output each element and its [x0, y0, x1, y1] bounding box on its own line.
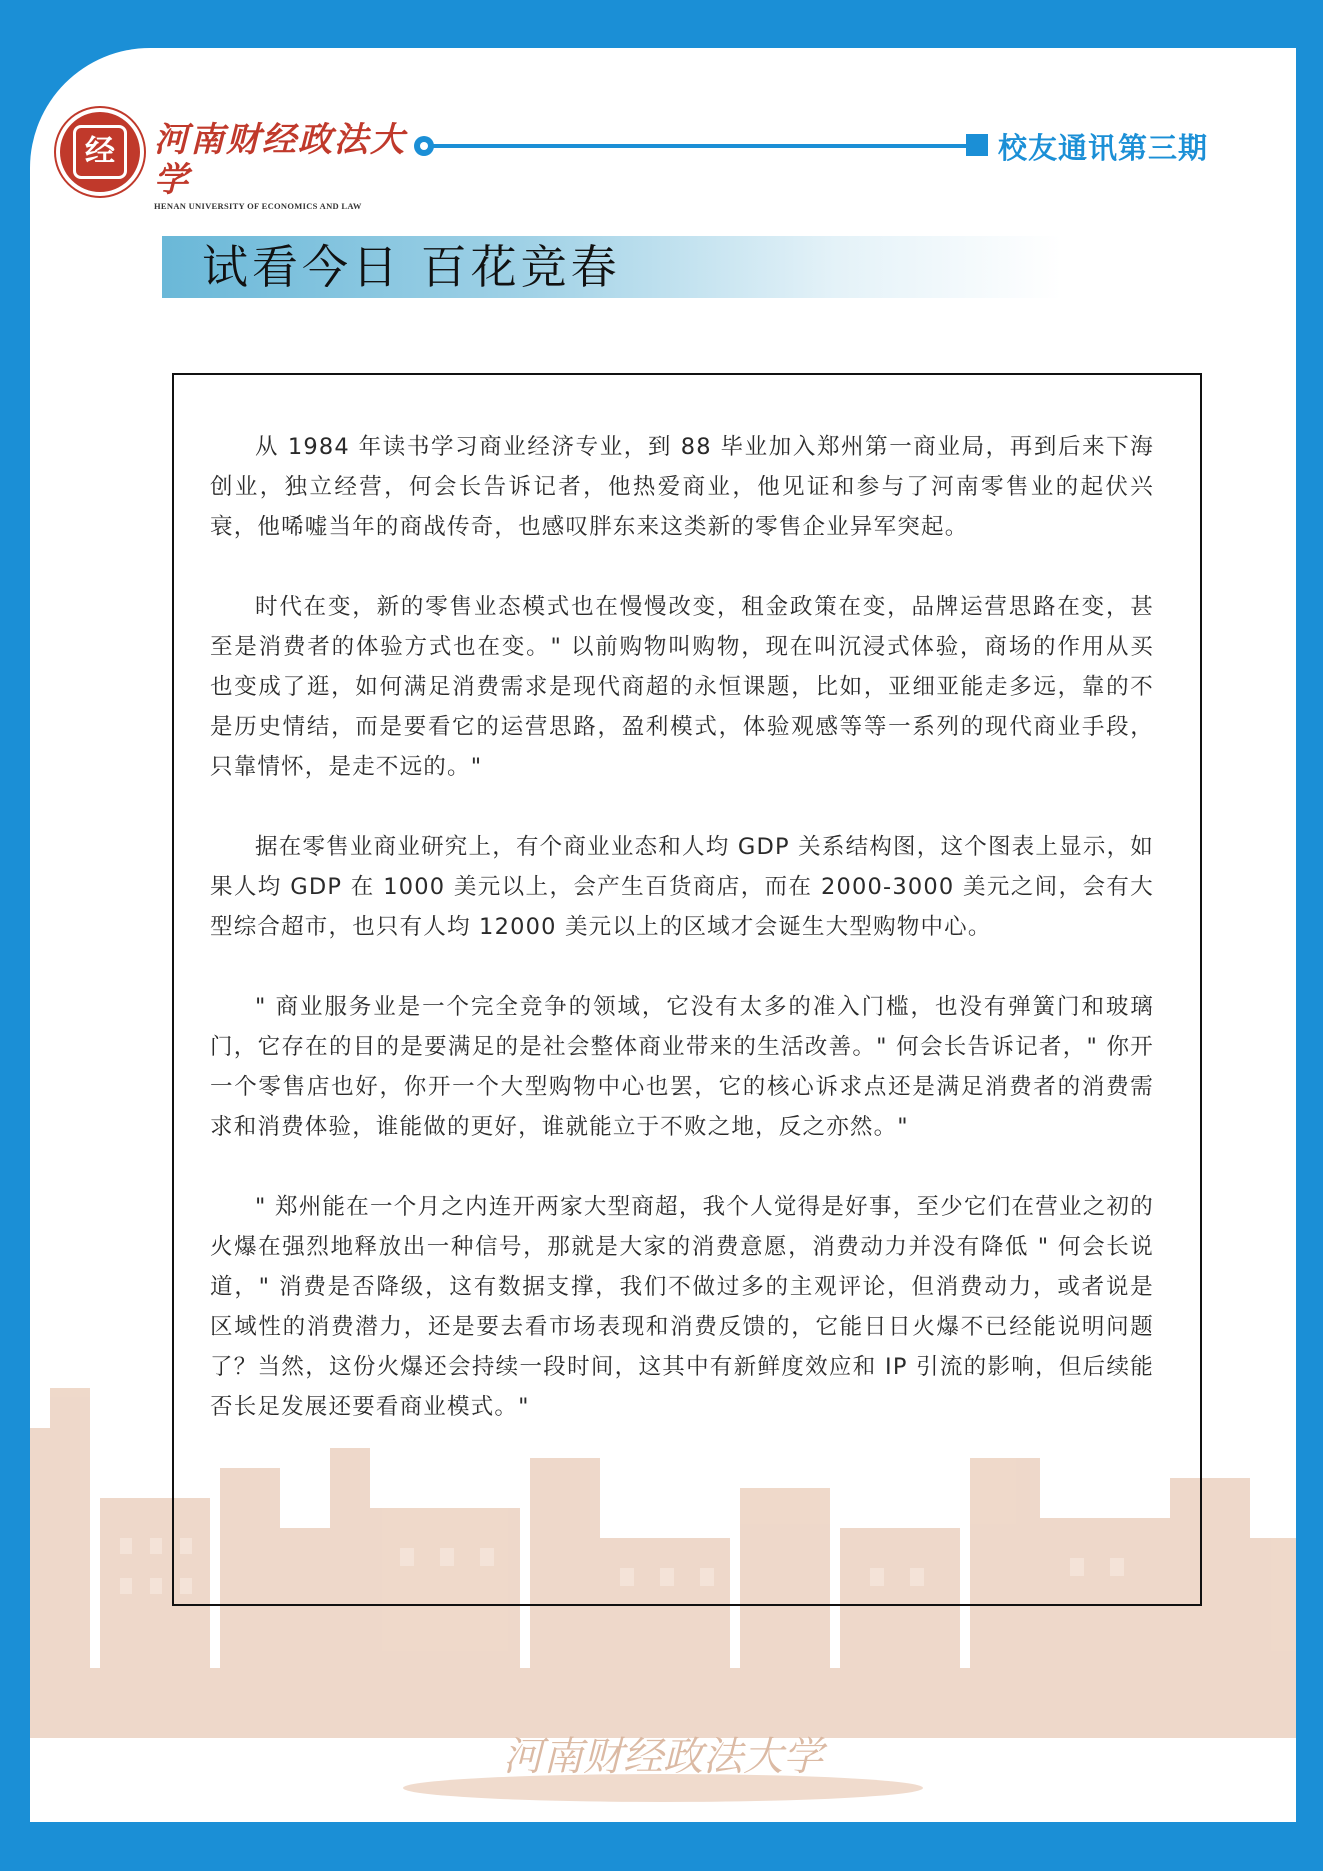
- article-paragraph: 时代在变，新的零售业态模式也在慢慢改变，租金政策在变，品牌运营思路在变，甚至是消费者的体验方式也在变。" 以前购物叫购物，现在叫沉浸式体验，商场的作用从买也变成了逛，如何满足消费需求是现代商超的永恒课题，比如，亚细亚能走多远，靠的不是历史情结，而是要看它的运营思路，盈利模式，体验观感等等一系列的现代商业手段，只靠情怀，是走不远的。": [210, 594, 1154, 780]
- issue-label: 校友通讯第三期: [998, 131, 1209, 165]
- header-divider: [420, 144, 972, 148]
- section-title: 试看今日 百花竞春: [202, 240, 621, 294]
- divider-dot-icon: [414, 136, 434, 156]
- header: [30, 48, 1296, 228]
- article-paragraph: 从 1984 年读书学习商业经济专业，到 88 毕业加入郑州第一商业局，再到后来下海创业，独立经营，何会长告诉记者，他热爱商业，他见证和参与了河南零售业的起伏兴衰，他唏嘘当年的商战传奇，也感叹胖东来这类新的零售企业异军突起。: [210, 434, 1154, 540]
- article-box: [172, 373, 1202, 1606]
- university-seal-icon: [60, 112, 140, 192]
- article-paragraph: 据在零售业商业研究上，有个商业业态和人均 GDP 关系结构图，这个图表上显示，如果人均 GDP 在 1000 美元以上，会产生百货商店，而在 2000-3000 美元之间，会有大型综合超市，也只有人均 12000 美元以上的区域才会诞生大型购物中心。: [210, 834, 1154, 940]
- page: [30, 48, 1296, 1822]
- divider-square-icon: [966, 134, 988, 156]
- watermark-university-name: 河南财经政法大学: [503, 1734, 823, 1780]
- university-name-cn: 河南财经政法大学: [154, 120, 406, 200]
- article-body: [210, 427, 1154, 1467]
- university-name-en: HENAN UNIVERSITY OF ECONOMICS AND LAW: [154, 201, 362, 211]
- university-logo: [154, 120, 414, 212]
- seal-glyph: 经: [73, 125, 127, 179]
- article-paragraph: " 商业服务业是一个完全竞争的领域，它没有太多的准入门槛，也没有弹簧门和玻璃门，它存在的目的是要满足的是社会整体商业带来的生活改善。" 何会长告诉记者，" 你开一个零售店也好，你开一个大型购物中心也罢，它的核心诉求点还是满足消费者的消费需求和消费体验，谁能做的更好，谁就能立于不败之地，反之亦然。": [210, 994, 1154, 1140]
- article-paragraph: " 郑州能在一个月之内连开两家大型商超，我个人觉得是好事，至少它们在营业之初的火爆在强烈地释放出一种信号，那就是大家的消费意愿，消费动力并没有降低 " 何会长说道，" 消费是否降级，这有数据支撑，我们不做过多的主观评论，但消费动力，或者说是区域性的消费潜力，还是要去看市场表现和消费反馈的，它能日日火爆不已经能说明问题了？当然，这份火爆还会持续一段时间，这其中有新鲜度效应和 IP 引流的影响，但后续能否长足发展还要看商业模式。": [210, 1194, 1154, 1420]
